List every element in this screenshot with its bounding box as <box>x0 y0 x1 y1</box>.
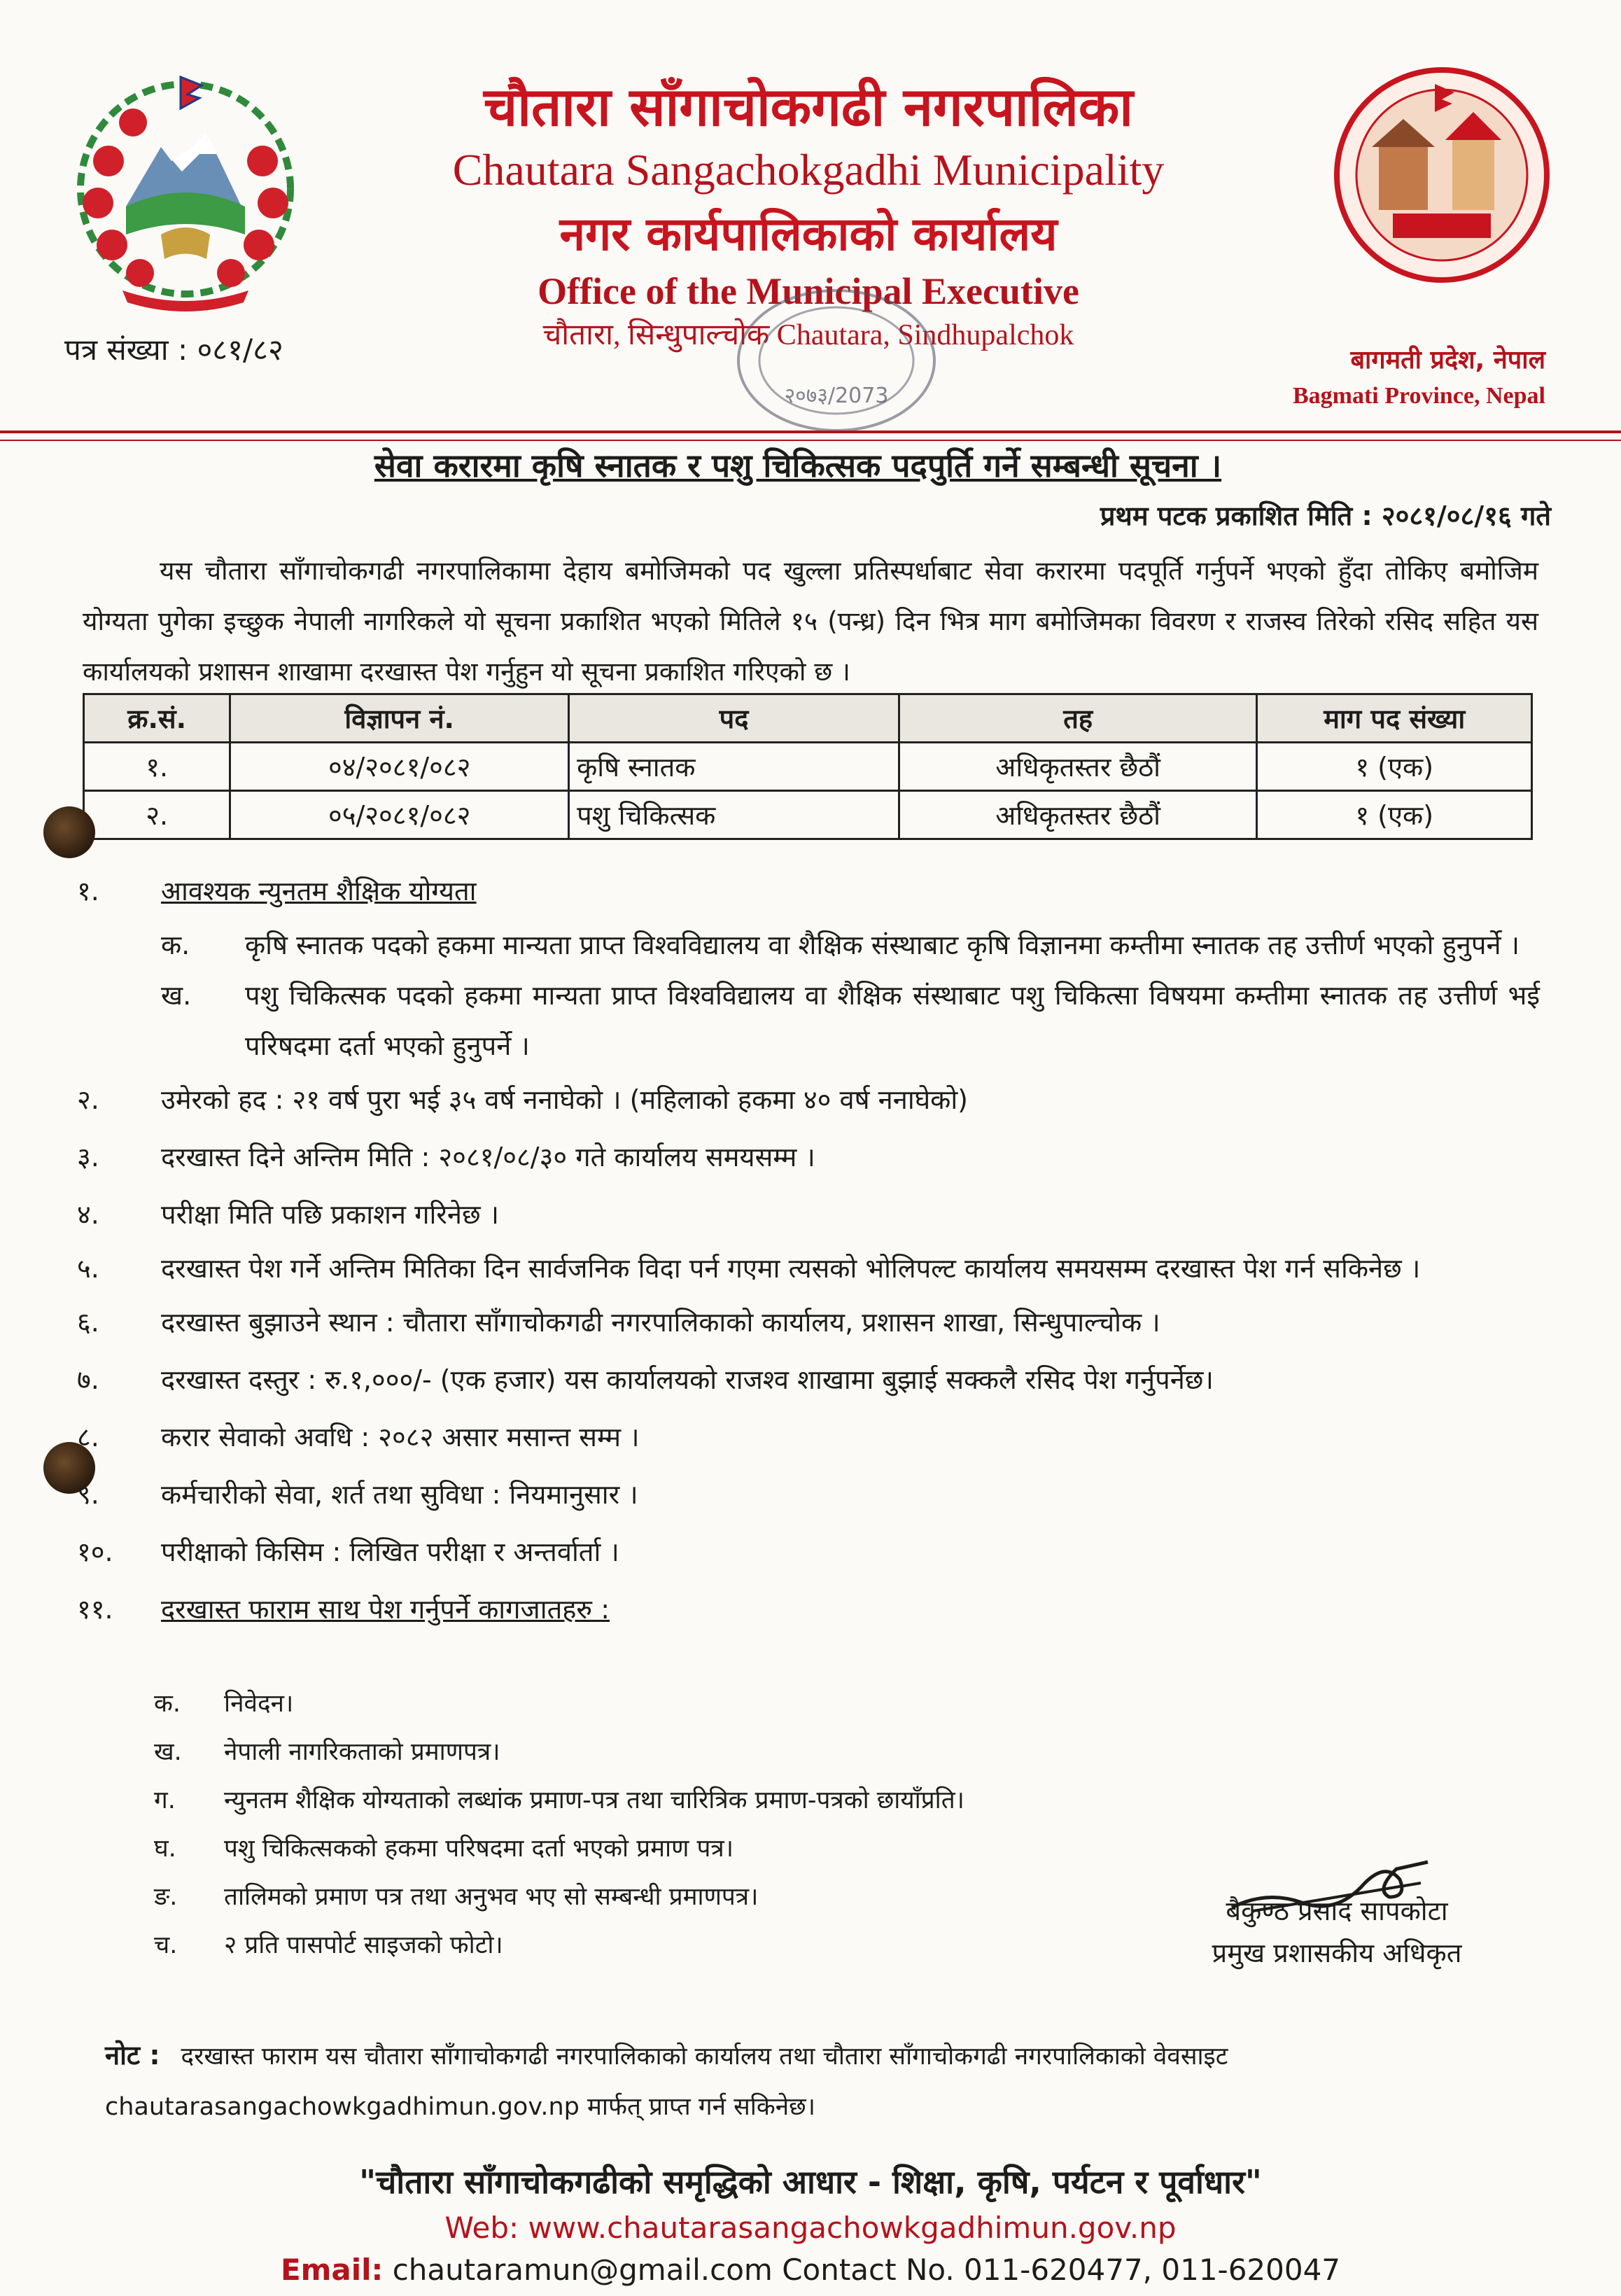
sub-item-text: पशु चिकित्सक पदको हकमा मान्यता प्राप्त विश्वविद्यालय वा शैक्षिक संस्थाबाट पशु चिकित्सा विषयमा कम्तीमा स्नातक तह उत्तीर्ण भई परिषदमा दर्ता भएको हुनुपर्ने । <box>245 980 1540 1061</box>
note-block <box>105 2030 1540 2132</box>
table-header: माग पद संख्या <box>1257 694 1532 743</box>
item-text: कर्मचारीको सेवा, शर्त तथा सुविधा : नियमानुसार । <box>161 1479 638 1510</box>
table-cell: २. <box>84 791 230 839</box>
list-item <box>77 1294 1540 1351</box>
item-number: ३. <box>77 1142 99 1172</box>
list-item <box>77 1071 1540 1128</box>
doc-text: तालिमको प्रमाण पत्र तथा अनुभव भए सो सम्बन्धी प्रमाणपत्र। <box>224 1883 759 1911</box>
table-cell: अधिकृतस्तर छैठौं <box>899 791 1256 839</box>
notice-title: सेवा करारमा कृषि स्नातक र पशु चिकित्सक पदपुर्ति गर्ने सम्बन्धी सूचना । <box>374 447 1222 484</box>
table-cell: १ (एक) <box>1257 743 1532 791</box>
note-label: नोट : <box>105 2040 160 2071</box>
table-header: क्र.सं. <box>84 694 230 743</box>
item-text: दरखास्त फाराम साथ पेश गर्नुपर्ने कागजातहरु : <box>161 1594 610 1625</box>
table-header: विज्ञापन नं. <box>230 694 569 743</box>
list-item <box>154 1873 1204 1921</box>
table-row <box>84 743 1532 791</box>
item-text: आवश्यक न्युनतम शैक्षिक योग्यता <box>161 876 477 906</box>
item-text: दरखास्त दिने अन्तिम मिति : २०८१/०८/३० गते कार्यालय समयसम्म । <box>161 1142 815 1172</box>
doc-text: पशु चिकित्सकको हकमा परिषदमा दर्ता भएको प्रमाण पत्र। <box>224 1835 734 1863</box>
list-item <box>77 1466 1540 1523</box>
signatory-name: बैकुण्ठ प्रसाद सापकोटा <box>1226 1896 1448 1926</box>
list-item <box>77 1243 1540 1294</box>
web-label: Web: <box>444 2211 519 2245</box>
list-item <box>77 1128 1540 1186</box>
nepal-emblem-icon <box>56 56 315 322</box>
sub-item-text: कृषि स्नातक पदको हकमा मान्यता प्राप्त विश्वविद्यालय वा शैक्षिक संस्थाबाट कृषि विज्ञानमा कम्तीमा स्नातक तह उत्तीर्ण भएको हुनुपर्ने । <box>245 930 1520 960</box>
item-number: ८. <box>77 1422 99 1452</box>
table-cell: पशु चिकित्सक <box>569 791 899 839</box>
note-text: दरखास्त फाराम यस चौतारा साँगाचोकगढी नगरपालिकाको कार्यालय तथा चौतारा साँगाचोकगढी नगरपालिकाको वेवसाइट chautarasangachowkgadhimun.gov.np मार्फत् प्राप्त गर्न सकिनेछ। <box>105 2043 1228 2121</box>
contact-label: Contact No. <box>782 2253 955 2287</box>
list-item <box>77 1581 1540 1638</box>
item-text: दरखास्त पेश गर्ने अन्तिम मितिका दिन सार्वजनिक विदा पर्न गएमा त्यसको भोलिपल्ट कार्यालय समयसम्म दरखास्त पेश गर्न सकिनेछ । <box>161 1253 1421 1284</box>
punch-hole-icon <box>43 806 95 858</box>
reference-number: पत्र संख्या : ०८१/८२ <box>64 332 283 367</box>
sub-item-number: ख. <box>161 980 192 1011</box>
qualification-item <box>161 920 1540 970</box>
list-item <box>77 862 1540 920</box>
table-cell: ०४/२०८१/०८२ <box>230 743 569 791</box>
published-date: प्रथम पटक प्रकाशित मिति : २०८१/०८/१६ गते <box>1100 500 1551 531</box>
org-name-nepali: चौतारा साँगाचोकगढी नगरपालिका <box>484 76 1133 138</box>
office-name-nepali: नगर कार्यपालिकाको कार्यालय <box>559 207 1058 261</box>
item-number: ७. <box>77 1364 99 1395</box>
province-english: Bagmati Province, Nepal <box>1292 383 1545 409</box>
list-item <box>77 1408 1540 1466</box>
item-text: दरखास्त दस्तुर : रु.१,०००/- (एक हजार) यस कार्यालयको राजश्व शाखामा बुझाई सक्कलै रसिद पेश गर्नुपर्नेछ। <box>161 1364 1214 1395</box>
list-item <box>77 1351 1540 1408</box>
list-item <box>154 1777 1204 1825</box>
province-block <box>1293 342 1545 413</box>
table-cell: कृषि स्नातक <box>569 743 899 791</box>
item-number: ५. <box>77 1253 99 1284</box>
notice-intro: यस चौतारा साँगाचोकगढी नगरपालिकामा देहाय बमोजिमको पद खुल्ला प्रतिस्पर्धाबाट सेवा करारमा पदपूर्ति गर्नुपर्ने भएको हुँदा तोकिए बमोजिम योग्यता पुगेका इच्छुक नेपाली नागरिकले यो सूचना प्रकाशित भएको मितिले १५ (पन्ध्र) दिन भित्र माग बमोजिमका विवरण र राजस्व तिरेको रसिद सहित यस कार्यालयको प्रशासन शाखामा दरखास्त पेश गर्नुहुन यो सूचना प्रकाशित गरिएको छ । <box>83 556 1538 687</box>
item-number: १. <box>77 876 99 906</box>
sub-item-number: क. <box>161 930 190 960</box>
contact-numbers: 011-620477, 011-620047 <box>964 2253 1341 2287</box>
doc-number: घ. <box>154 1835 176 1863</box>
list-item <box>154 1680 1204 1728</box>
doc-number: ङ. <box>154 1883 178 1911</box>
item-number: २. <box>77 1084 99 1115</box>
email-link[interactable]: chautaramun@gmail.com <box>392 2253 773 2287</box>
office-stamp-icon <box>728 280 945 441</box>
doc-number: ग. <box>154 1786 176 1814</box>
qualification-item <box>161 970 1540 1071</box>
item-text: परीक्षाको किसिम : लिखित परीक्षा र अन्तर्वार्ता । <box>161 1536 619 1567</box>
table-row <box>84 791 1532 839</box>
vacancy-table <box>83 693 1533 840</box>
stamp-year: २०७३/2073 <box>784 384 889 408</box>
municipality-logo-icon <box>1330 63 1554 287</box>
doc-number: ख. <box>154 1738 182 1766</box>
table-cell: १. <box>84 743 230 791</box>
table-header: पद <box>569 694 899 743</box>
doc-text: निवेदन। <box>224 1690 294 1718</box>
office-address: चौतारा, सिन्धुपाल्चोक Chautara, Sindhupalchok <box>542 319 1074 351</box>
footer-web <box>0 2211 1621 2245</box>
signatory-block <box>1120 1890 1554 1974</box>
table-header-row <box>84 694 1532 743</box>
email-label: Email: <box>280 2253 384 2287</box>
requirements-list <box>77 862 1540 1638</box>
office-name-english: Office of the Municipal Executive <box>538 270 1079 312</box>
item-number: ९. <box>77 1479 99 1510</box>
list-item <box>154 1825 1204 1873</box>
item-number: ४. <box>77 1199 99 1230</box>
table-cell: अधिकृतस्तर छैठौं <box>899 743 1256 791</box>
doc-text: २ प्रति पासपोर्ट साइजको फोटो। <box>224 1931 503 1959</box>
doc-number: च. <box>154 1931 178 1959</box>
item-text: उमेरको हद : २१ वर्ष पुरा भई ३५ वर्ष ननाघेको । (महिलाको हकमा ४० वर्ष ननाघेको) <box>161 1084 969 1115</box>
province-nepali: बागमती प्रदेश, नेपाल <box>1350 346 1545 374</box>
doc-text: न्युनतम शैक्षिक योग्यताको लब्धांक प्रमाण-पत्र तथा चारित्रिक प्रमाण-पत्रको छायाँप्रति। <box>224 1786 964 1814</box>
documents-list <box>154 1680 1204 1970</box>
org-name-english: Chautara Sangachokgadhi Municipality <box>452 145 1165 195</box>
list-item <box>154 1728 1204 1777</box>
table-cell: १ (एक) <box>1257 791 1532 839</box>
table-header: तह <box>899 694 1256 743</box>
item-number: ११. <box>77 1594 113 1625</box>
signatory-designation: प्रमुख प्रशासकीय अधिकृत <box>1212 1938 1462 1968</box>
website-link[interactable]: www.chautarasangachowkgadhimun.gov.np <box>528 2211 1177 2245</box>
item-number: ६. <box>77 1307 99 1338</box>
item-text: दरखास्त बुझाउने स्थान : चौतारा साँगाचोकगढी नगरपालिकाको कार्यालय, प्रशासन शाखा, सिन्धुपाल्चोक । <box>161 1307 1160 1338</box>
doc-text: नेपाली नागरिकताको प्रमाणपत्र। <box>224 1738 500 1766</box>
doc-number: क. <box>154 1690 181 1718</box>
table-cell: ०५/२०८१/०८२ <box>230 791 569 839</box>
header-divider <box>0 430 1621 433</box>
list-item <box>77 1523 1540 1581</box>
item-text: परीक्षा मिति पछि प्रकाशन गरिनेछ । <box>161 1199 500 1230</box>
footer-contact <box>0 2253 1621 2287</box>
item-number: १०. <box>77 1536 113 1567</box>
list-item <box>77 1186 1540 1243</box>
item-text: करार सेवाको अवधि : २०८२ असार मसान्त सम्म । <box>161 1422 640 1452</box>
footer-slogan: "चौतारा साँगाचोकगढीको समृद्धिको आधार - शिक्षा, कृषि, पर्यटन र पूर्वाधार" <box>359 2163 1262 2201</box>
list-item <box>154 1921 1204 1970</box>
